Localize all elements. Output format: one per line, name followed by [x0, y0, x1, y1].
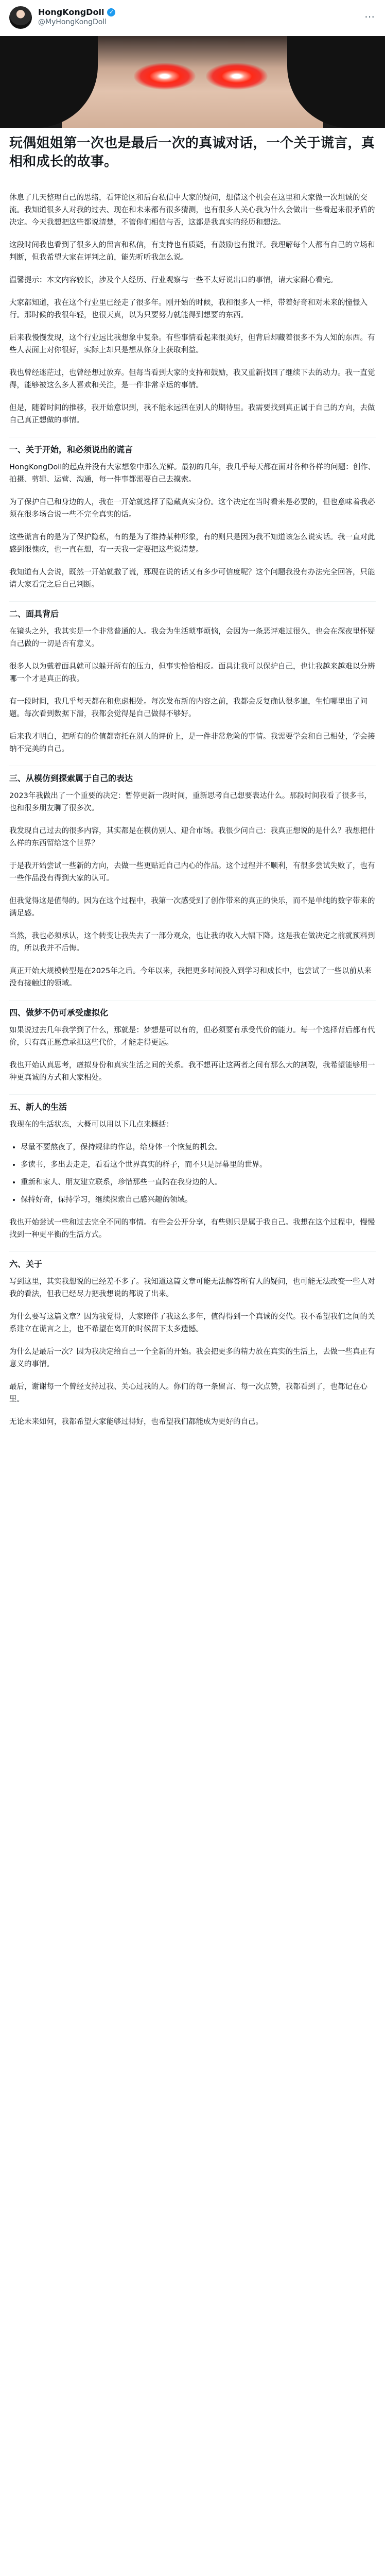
section-heading: 六、关于: [9, 1251, 376, 1270]
bullet-list: [9, 1141, 376, 1206]
author-name-row[interactable]: [38, 7, 115, 18]
intro-paragraph: 但是，随着时间的推移，我开始意识到，我不能永远活在别人的期待里。我需要找到真正属于自己的方向，去做自己真正想做的事情。: [9, 404, 375, 425]
section-paragraph: 我知道有人会说，既然一开始就撒了谎，那现在说的话又有多少可信度呢？这个问题我没有办法完全回答，只能请大家看完之后自己判断。: [9, 568, 375, 589]
section-paragraph: 于是我开始尝试一些新的方向，去做一些更贴近自己内心的作品。这个过程并不顺利，有很多尝试失败了，也有一些作品没有得到大家的认可。: [9, 862, 375, 883]
section-heading: 三、从模仿到探索属于自己的表达: [9, 766, 376, 785]
section-paragraph: 如果说过去几年我学到了什么，那就是：梦想是可以有的，但必须要有承受代价的能力。每一个选择背后都有代价，只有真正愿意承担这些代价，才能走得更远。: [9, 1026, 375, 1047]
section-heading: 五、新人的生活: [9, 1094, 376, 1113]
author-name[interactable]: HongKongDoll: [38, 7, 104, 17]
section-paragraph: 很多人以为戴着面具就可以躲开所有的压力，但事实恰恰相反。面具让我可以保护自己，也让我越来越难以分辨哪一个才是真正的我。: [9, 663, 375, 683]
section-paragraph: 当然，我也必须承认，这个转变让我失去了一部分观众，也让我的收入大幅下降。这是我在做决定之前就预料到的，所以我并不后悔。: [9, 932, 375, 953]
author-info: [38, 7, 115, 27]
intro-paragraph: 休息了几天整理自己的思绪，看评论区和后台私信中大家的疑问，想借这个机会在这里和大家做一次坦诚的交流。我知道很多人对我的过去、现在和未来都有很多猜测，也有很多人关心我为什么会做出一些看起来很矛盾的决定。今天我想把这些都说清楚，不管你们相信与否，这都是我真实的经历和想法。: [9, 194, 375, 227]
bullet-item: • 尽量不要熬夜了，保持规律的作息，给身体一个恢复的机会。: [21, 1141, 376, 1154]
article-content: [9, 192, 376, 1438]
section-paragraph: 我现在的生活状态，大概可以用以下几点来概括：: [9, 1121, 173, 1129]
glowing-eye-right: [206, 63, 268, 90]
author-handle[interactable]: @MyHongKongDoll: [38, 18, 107, 26]
section-paragraph: 2023年我做出了一个重要的决定：暂停更新一段时间，重新思考自己想要表达什么。那段时间我看了很多书，也和很多朋友聊了很多次。: [9, 792, 372, 812]
section-paragraph: 真正开始大规模转型是在2025年之后。今年以来，我把更多时间投入到学习和成长中，也尝试了一些以前从来没有接触过的领域。: [9, 967, 372, 988]
article-title: 玩偶姐姐第一次也是最后一次的真诚对话，一个关于谎言，真相和成长的故事。: [9, 135, 375, 170]
bullet-item: • 重新和家人、朋友建立联系，珍惜那些一直陪在我身边的人。: [21, 1176, 376, 1189]
verified-badge-icon: ✓: [107, 8, 115, 16]
section-heading: 一、关于开始，和必须说出的谎言: [9, 437, 376, 456]
section-paragraph: 后来我才明白，把所有的价值都寄托在别人的评价上，是一件非常危险的事情。我需要学会和自己相处，学会接纳不完美的自己。: [9, 733, 375, 753]
intro-paragraph: 我也曾经迷茫过，也曾经想过放弃。但每当看到大家的支持和鼓励，我又重新找回了继续下去的动力。我一直觉得，能够被这么多人喜欢和关注，是一件非常幸运的事情。: [9, 369, 375, 389]
bullet-item: • 多读书，多出去走走，看看这个世界真实的样子，而不只是屏幕里的世界。: [21, 1159, 376, 1171]
section-paragraph: 为了保护自己和身边的人，我在一开始就选择了隐藏真实身份。这个决定在当时看来是必要的，但也意味着我必须在很多场合说一些不完全真实的话。: [9, 498, 375, 519]
intro-paragraph: 温馨提示：本文内容较长，涉及个人经历、行业观察与一些不太好说出口的事情，请大家耐心看完。: [9, 276, 338, 284]
section-paragraph: 最后，谢谢每一个曾经支持过我、关心过我的人。你们的每一条留言、每一次点赞，我都看到了，也都记在心里。: [9, 1383, 367, 1403]
section-paragraph: 这些谎言有的是为了保护隐私，有的是为了维持某种形象，有的则只是因为我不知道该怎么说实话。我一直对此感到很愧疚，也一直在想，有一天我一定要把这些说清楚。: [9, 533, 375, 554]
intro-paragraph: 后来我慢慢发现，这个行业远比我想象中复杂。有些事情看起来很美好，但背后却藏着很多不为人知的东西。有些人表面上对你很好，实际上却只是想从你身上获取利益。: [9, 334, 375, 354]
section-paragraph: 为什么是最后一次？因为我决定给自己一个全新的开始。我会把更多的精力放在真实的生活上，去做一些真正有意义的事情。: [9, 1348, 375, 1368]
section-paragraph: 我也开始认真思考，虚拟身份和真实生活之间的关系。我不想再让这两者之间有那么大的割裂，我希望能够用一种更真诚的方式和大家相处。: [9, 1061, 375, 1082]
glowing-eye-left: [134, 63, 196, 90]
section-paragraph: 为什么要写这篇文章？因为我觉得，大家陪伴了我这么多年，值得得到一个真诚的交代。我不希望我们之间的关系建立在谎言之上，也不希望在离开的时候留下太多遗憾。: [9, 1313, 375, 1333]
section-paragraph: 我也开始尝试一些和过去完全不同的事情。有些会公开分享，有些则只是属于我自己。我想在这个过程中，慢慢找到一种更平衡的生活方式。: [9, 1218, 375, 1239]
intro-paragraph: 这段时间我也看到了很多人的留言和私信，有支持也有质疑，有鼓励也有批评。我理解每个人都有自己的立场和判断，但我希望大家在评判之前，能先听听我怎么说。: [9, 241, 375, 262]
more-options-icon[interactable]: ⋯: [364, 10, 375, 23]
section-paragraph: 但我觉得这是值得的。因为在这个过程中，我第一次感受到了创作带来的真正的快乐，而不是单纯的数字带来的满足感。: [9, 897, 375, 918]
section-heading: 二、面具背后: [9, 601, 376, 620]
section-paragraph: HongKongDoll的起点并没有大家想象中那么光鲜。最初的几年，我几乎每天都在面对各种各样的问题：创作、拍摄、剪辑、运营、沟通，每一件事都需要自己去摸索。: [9, 463, 376, 484]
author-avatar[interactable]: [9, 6, 32, 29]
section-heading: 四、做梦不仍可承受虚拟化: [9, 1000, 376, 1019]
section-paragraph: 无论未来如何，我都希望大家能够过得好，也希望我们都能成为更好的自己。: [9, 1418, 263, 1426]
intro-paragraph: 大家都知道，我在这个行业里已经走了很多年。刚开始的时候，我和很多人一样，带着好奇和对未来的憧憬入行。那时候的我很年轻，也很天真，以为只要努力就能得到想要的东西。: [9, 299, 367, 319]
section-paragraph: 有一段时间，我几乎每天都在和焦虑相处。每次发布新的内容之前，我都会反复确认很多遍，生怕哪里出了问题。每次看到数据下滑，我都会觉得是自己做得不够好。: [9, 698, 367, 718]
bullet-item: • 保持好奇，保持学习，继续探索自己感兴趣的领域。: [21, 1194, 376, 1206]
section-paragraph: 我发现自己过去的很多内容，其实都是在模仿别人、迎合市场。我很少问自己：我真正想说的是什么？我想把什么样的东西留给这个世界？: [9, 827, 375, 848]
author-header: [0, 0, 385, 36]
section-paragraph: 在镜头之外，我其实是一个非常普通的人。我会为生活琐事烦恼，会因为一条恶评难过很久，也会在深夜里怀疑自己做的一切是否有意义。: [9, 628, 375, 648]
hero-image: [0, 36, 385, 128]
section-paragraph: 写到这里，其实我想说的已经差不多了。我知道这篇文章可能无法解答所有人的疑问，也可能无法改变一些人对我的看法，但我已经尽力把我想说的都说了出来。: [9, 1278, 375, 1298]
